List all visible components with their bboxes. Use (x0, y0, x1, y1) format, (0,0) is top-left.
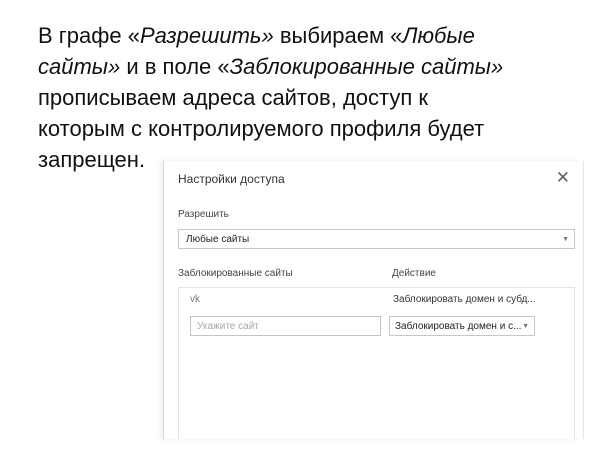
text-segment-italic: Разрешить» (139, 23, 274, 48)
blocked-sites-header: Заблокированные сайты (178, 268, 293, 279)
close-icon[interactable]: ✕ (555, 168, 570, 187)
action-header: Действие (392, 268, 436, 279)
allow-select-value: Любые сайты (186, 234, 250, 245)
slide-line-3: прописываем адреса сайтов, доступ к (38, 85, 428, 110)
slide-line-5: запрещен. (38, 147, 146, 172)
chevron-down-icon: ▼ (522, 323, 529, 330)
dialog-header (164, 161, 583, 197)
blocked-site-value: vk (190, 294, 200, 305)
new-site-action-select[interactable] (389, 316, 535, 336)
allow-label: Разрешить (178, 209, 229, 220)
access-settings-dialog (163, 161, 584, 439)
text-segment: В графе « (38, 23, 140, 48)
text-segment-italic: сайты» (38, 54, 121, 79)
text-segment-italic: Любые (402, 23, 475, 48)
new-site-action-value: Заблокировать домен и с... (395, 321, 522, 332)
text-segment-italic: Заблокированные сайты» (229, 54, 504, 79)
blocked-site-action[interactable]: Заблокировать домен и субд... (393, 294, 536, 305)
dialog-title: Настройки доступа (178, 172, 285, 186)
slide-line-2 (38, 51, 586, 82)
slide-line-1 (38, 20, 586, 51)
new-site-input[interactable] (190, 316, 381, 336)
text-segment: выбираем « (273, 23, 403, 48)
blocked-sites-table (178, 287, 575, 439)
allow-select[interactable] (178, 229, 575, 249)
slide-line-4: которым с контролируемого профиля будет (38, 116, 485, 141)
chevron-down-icon: ▼ (562, 236, 569, 243)
text-segment: и в поле « (120, 54, 230, 79)
slide-instruction-text (38, 20, 586, 175)
